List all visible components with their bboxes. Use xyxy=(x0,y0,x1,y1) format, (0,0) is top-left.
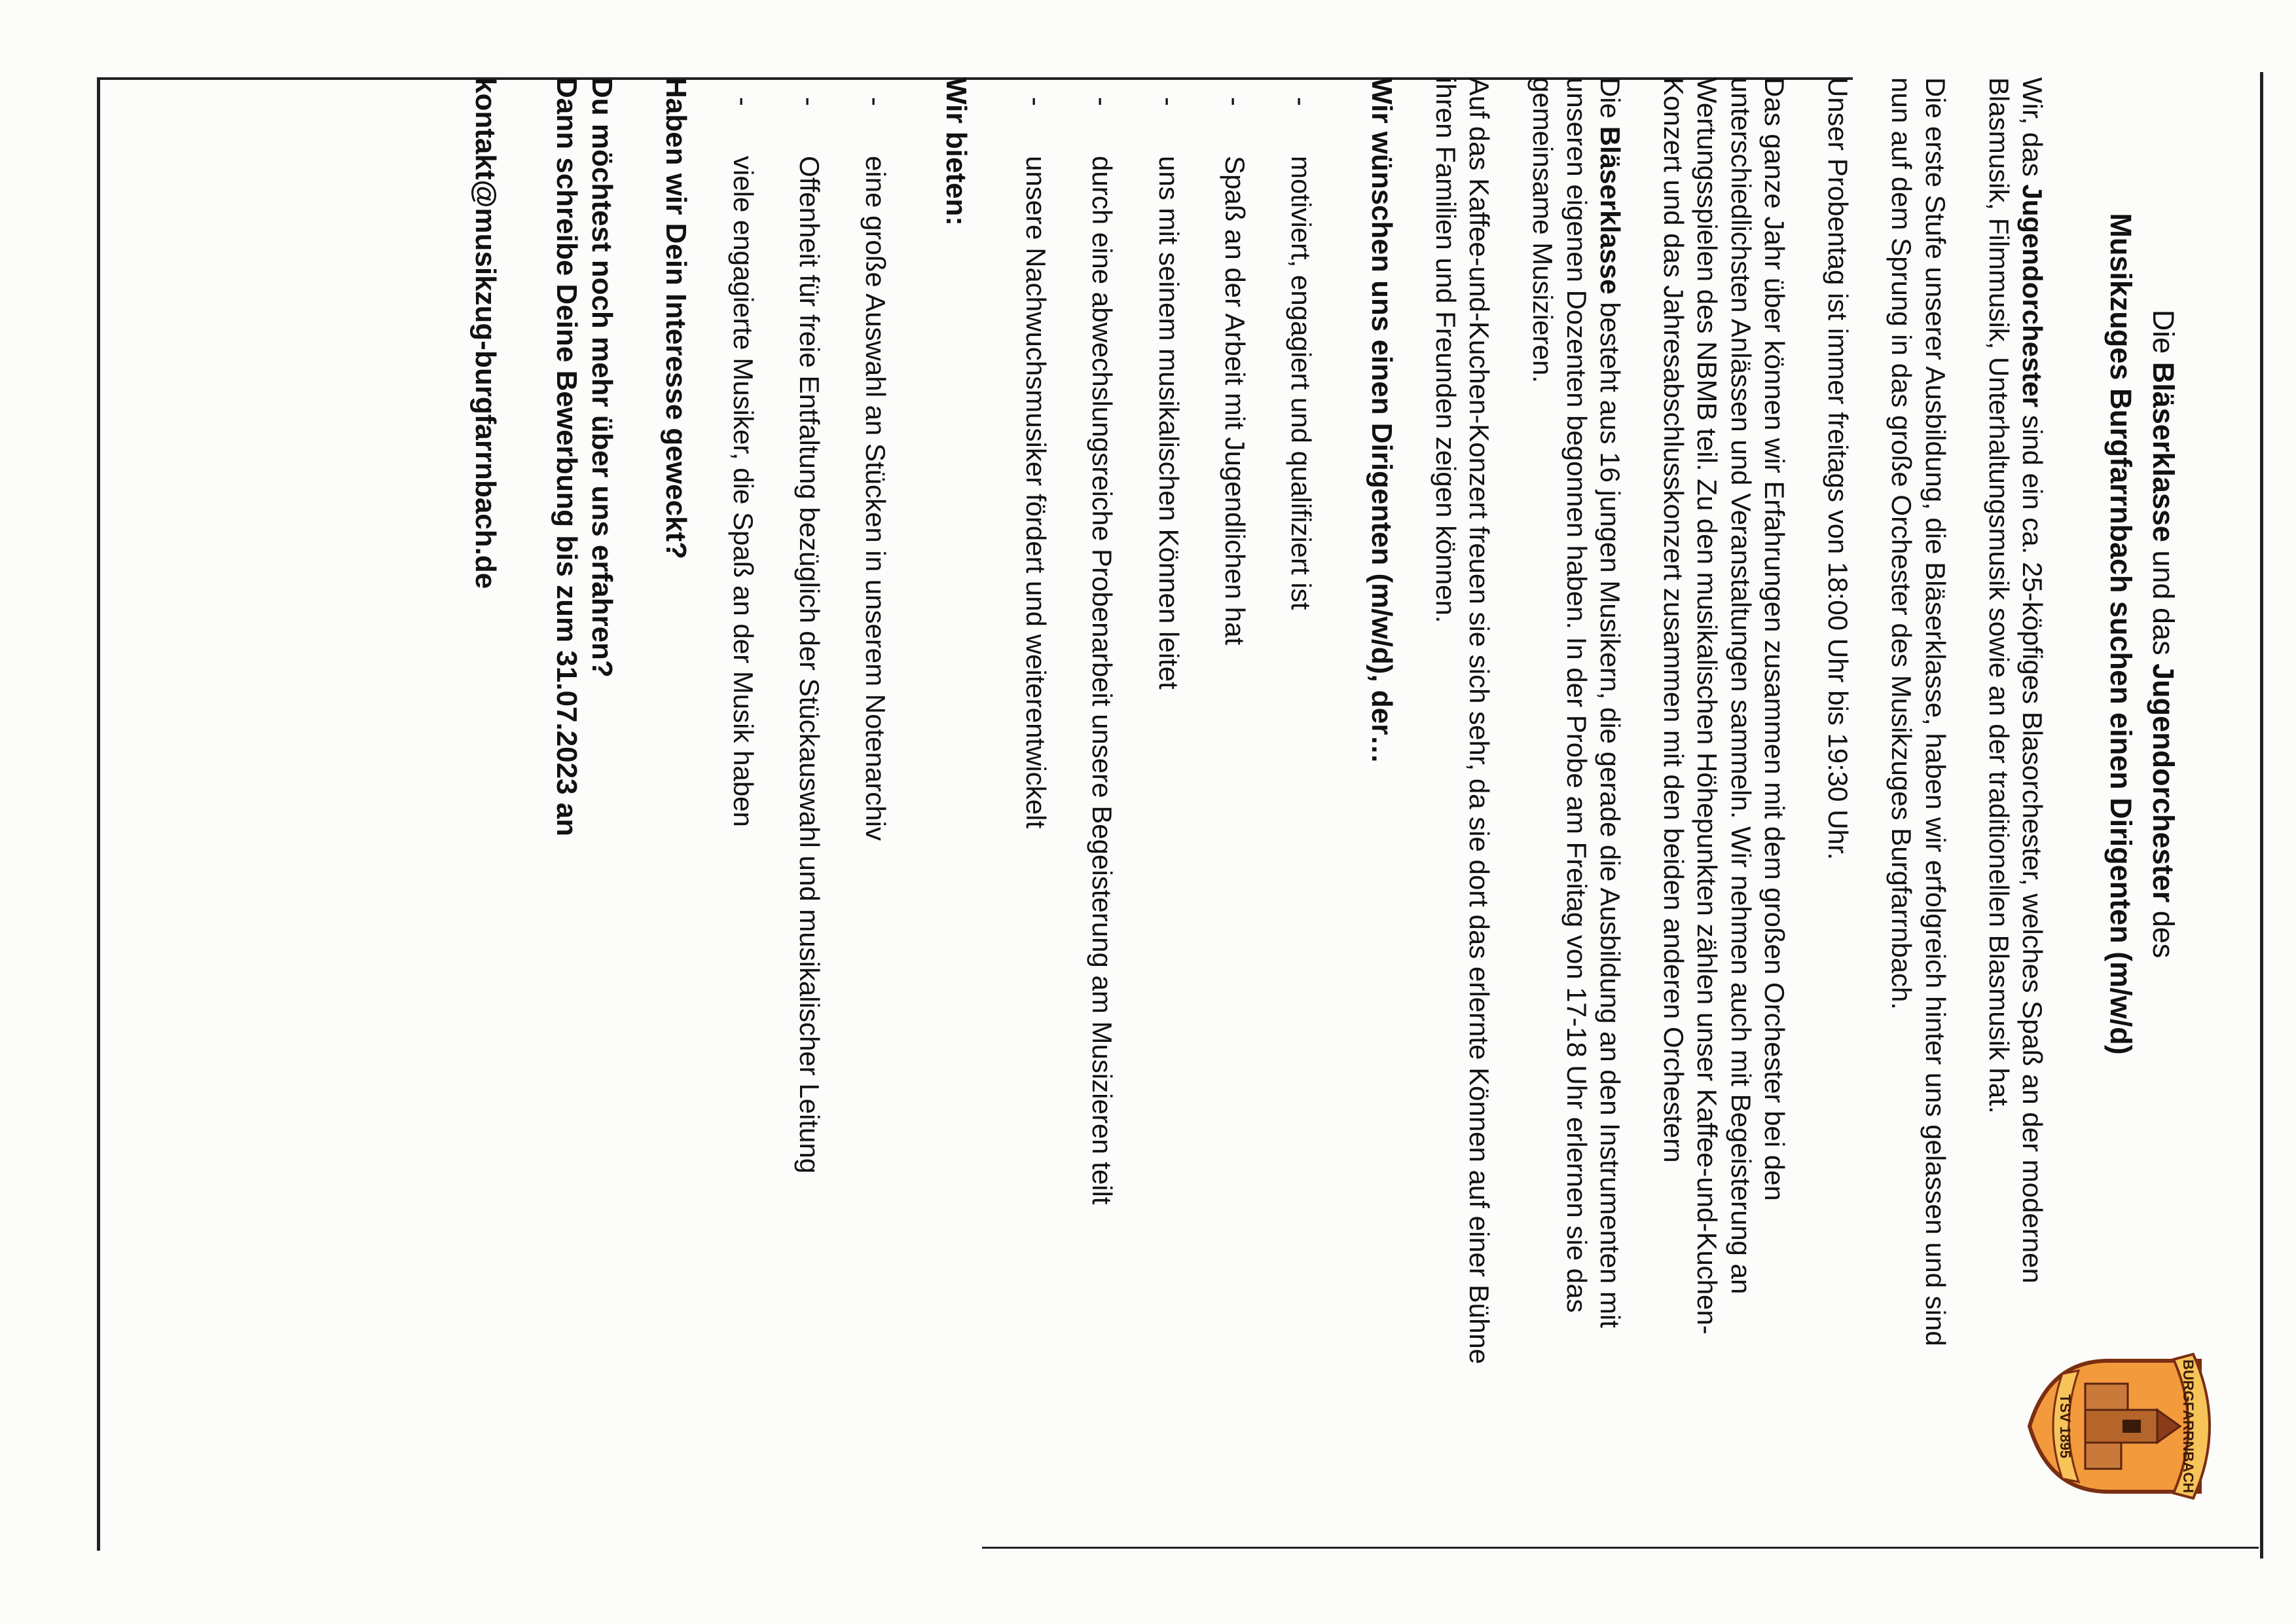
frame-line-right xyxy=(2260,72,2263,1559)
page-subtitle: Musikzuges Burgfarrnbach suchen einen Dirigenten (m/w/d) xyxy=(2104,213,2138,1055)
frame-line-bottom xyxy=(982,1547,2259,1549)
wish-list xyxy=(1019,77,1318,1374)
list-item: - Offenheit für freie Entfaltung bezüglich der Stückauswahl und musikalischer Leitung xyxy=(793,97,825,1174)
paragraph-blaeserklasse: Die Bläserklasse besteht aus 16 jungen Musikern, die gerade die Ausbildung an den Instrumenten mit unseren eigenen Dozenten begonnen haben. In der Probe am Freitag von 17-18 Uhr erlernen sie das gemeinsame Musizieren. xyxy=(1527,77,1626,1328)
logo-shield-icon xyxy=(2023,1348,2219,1505)
list-item: - unsere Nachwuchsmusiker fördert und weiterentwickelt xyxy=(1021,97,1052,829)
list-item: - eine große Auswahl an Stücken in unserem Notenarchiv xyxy=(860,97,892,841)
offer-list xyxy=(727,77,893,1374)
page-title: Die Bläserklasse und das Jugendorchester des xyxy=(2147,309,2180,959)
contact-email[interactable]: kontakt@musikzug-burgfarrnbach.de xyxy=(469,77,502,589)
closing-question: Haben wir Dein Interesse geweckt? xyxy=(660,77,693,560)
paragraph-probentag: Unser Probentag ist immer freitags von 18:00 Uhr bis 19:30 Uhr. xyxy=(1823,77,1854,860)
title-bold-blaeserklasse: Bläserklasse xyxy=(2147,361,2180,542)
frame-line-left xyxy=(97,77,100,1551)
list-item: - uns mit seinem musikalischen Können leitet xyxy=(1153,97,1184,690)
list-item: - viele engagierte Musiker, die Spaß an der Musik haben xyxy=(727,97,759,827)
paragraph-konzert: Auf das Kaffee-und-Kuchen-Konzert freuen sie sich sehr, da sie dort das erlernte Können auf einer Bühne ihren Familien und Freunden zeigen können. xyxy=(1430,77,1495,1365)
closing-apply-deadline: Dann schreibe Deine Bewerbung bis zum 31.07.2023 an xyxy=(551,77,583,837)
title-bold-jugendorchester: Jugendorchester xyxy=(2147,663,2180,903)
paragraph-jugendorchester: Wir, das Jugendorchester sind ein ca. 25-köpfiges Blasorchester, welches Spaß an der modernen Blasmusik, Filmmusik, Unterhaltungsmusik sowie an der traditionellen Blasmusik hat. xyxy=(1983,77,2048,1283)
paragraph-erfahrungen: Das ganze Jahr über können wir Erfahrungen zusammen mit dem großen Orchester bei den unterschiedlichsten Anlässen und Veranstaltungen sammeln. Wir nehmen auch mit Begeisterung an Wertungsspielen des NBMB teil. Zu den musikalischen Höhepunkten zählen unser Kaffee-und-Kuchen-Konzert und das Jahresabschlusskonzert zusammen mit den beiden anderen Orchestern xyxy=(1658,77,1790,1335)
logo-top-text: BURGFARRNBACH xyxy=(2180,1359,2196,1494)
offer-heading: Wir bieten: xyxy=(939,77,972,226)
logo-bottom-text: TSV 1895 xyxy=(2057,1394,2073,1458)
list-item: - durch eine abwechslungsreiche Probenarbeit unsere Begeisterung am Musizieren teilt xyxy=(1087,97,1118,1205)
wish-heading: Wir wünschen uns einen Dirigenten (m/w/d), der… xyxy=(1365,77,1398,764)
closing-more-info: Du möchtest noch mehr über uns erfahren? xyxy=(585,77,618,678)
musikzug-logo xyxy=(2023,1348,2219,1505)
list-item: - Spaß an der Arbeit mit Jugendlichen hat xyxy=(1219,97,1250,646)
paragraph-ausbildung: Die erste Stufe unserer Ausbildung, die Bläserklasse, haben wir erfolgreich hinter uns gelassen und sind nun auf dem Sprung in das große Orchester des Musikzuges Burgfarrnbach. xyxy=(1886,77,1951,1346)
list-item: - motiviert, engagiert und qualifiziert ist xyxy=(1286,97,1317,610)
flyer-page xyxy=(124,77,2219,1518)
main-content xyxy=(448,77,2049,1374)
